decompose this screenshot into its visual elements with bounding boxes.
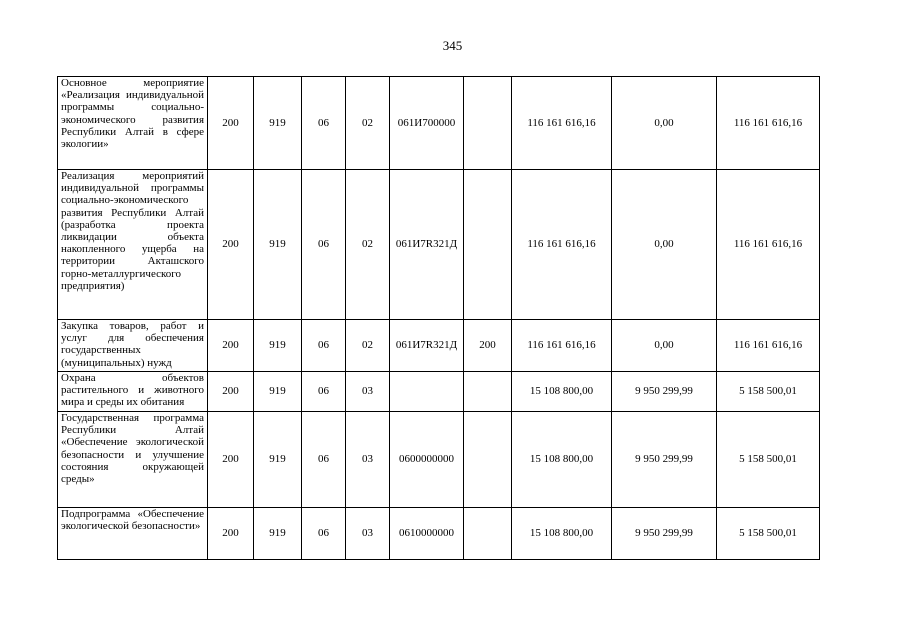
cell-amount-1: 15 108 800,00 bbox=[512, 508, 612, 560]
cell-code-1: 200 bbox=[208, 320, 254, 372]
table-row bbox=[58, 412, 820, 508]
cell-expense-type bbox=[464, 372, 512, 412]
cell-code-1: 200 bbox=[208, 77, 254, 170]
table-row bbox=[58, 320, 820, 372]
cell-code-2: 919 bbox=[254, 170, 302, 320]
cell-code-4: 02 bbox=[346, 77, 390, 170]
cell-code-2: 919 bbox=[254, 412, 302, 508]
cell-code-3: 06 bbox=[302, 372, 346, 412]
cell-amount-1: 116 161 616,16 bbox=[512, 320, 612, 372]
cell-amount-3: 5 158 500,01 bbox=[717, 508, 820, 560]
budget-table bbox=[57, 76, 820, 560]
cell-amount-1: 15 108 800,00 bbox=[512, 412, 612, 508]
cell-target-article: 061И7R321Д bbox=[390, 320, 464, 372]
cell-code-2: 919 bbox=[254, 320, 302, 372]
cell-target-article: 0610000000 bbox=[390, 508, 464, 560]
row-name: Закупка товаров, работ и услуг для обеспечения государственных (муниципальных) нужд bbox=[58, 320, 208, 372]
cell-expense-type bbox=[464, 77, 512, 170]
cell-amount-1: 15 108 800,00 bbox=[512, 372, 612, 412]
cell-amount-2: 9 950 299,99 bbox=[612, 372, 717, 412]
cell-amount-3: 5 158 500,01 bbox=[717, 412, 820, 508]
cell-code-1: 200 bbox=[208, 508, 254, 560]
cell-amount-2: 0,00 bbox=[612, 77, 717, 170]
table-row bbox=[58, 170, 820, 320]
cell-amount-2: 9 950 299,99 bbox=[612, 508, 717, 560]
cell-code-3: 06 bbox=[302, 412, 346, 508]
row-name: Охрана объектов растительного и животного мира и среды их обитания bbox=[58, 372, 208, 412]
cell-code-4: 02 bbox=[346, 320, 390, 372]
cell-code-1: 200 bbox=[208, 412, 254, 508]
cell-code-4: 03 bbox=[346, 372, 390, 412]
cell-code-3: 06 bbox=[302, 77, 346, 170]
cell-target-article: 0600000000 bbox=[390, 412, 464, 508]
table-row bbox=[58, 77, 820, 170]
cell-amount-3: 116 161 616,16 bbox=[717, 77, 820, 170]
cell-amount-3: 116 161 616,16 bbox=[717, 170, 820, 320]
table-row bbox=[58, 372, 820, 412]
cell-expense-type bbox=[464, 412, 512, 508]
table-row bbox=[58, 508, 820, 560]
cell-code-2: 919 bbox=[254, 508, 302, 560]
row-name: Государственная программа Республики Алтай «Обеспечение экологической безопасности и улучшение состояния окружающей среды» bbox=[58, 412, 208, 508]
row-name: Подпрограмма «Обеспечение экологической безопасности» bbox=[58, 508, 208, 560]
cell-code-3: 06 bbox=[302, 508, 346, 560]
cell-code-3: 06 bbox=[302, 170, 346, 320]
cell-code-4: 02 bbox=[346, 170, 390, 320]
cell-target-article: 061И700000 bbox=[390, 77, 464, 170]
cell-amount-2: 0,00 bbox=[612, 170, 717, 320]
cell-code-4: 03 bbox=[346, 412, 390, 508]
cell-code-2: 919 bbox=[254, 77, 302, 170]
cell-amount-3: 5 158 500,01 bbox=[717, 372, 820, 412]
cell-target-article: 061И7R321Д bbox=[390, 170, 464, 320]
cell-amount-3: 116 161 616,16 bbox=[717, 320, 820, 372]
cell-amount-1: 116 161 616,16 bbox=[512, 170, 612, 320]
cell-code-4: 03 bbox=[346, 508, 390, 560]
row-name: Реализация мероприятий индивидуальной программы социально-экономического развития Республики Алтай (разработка проекта ликвидации объекта накопленного ущерба на территории Акташского горно-металлургического предприятия) bbox=[58, 170, 208, 320]
cell-expense-type bbox=[464, 170, 512, 320]
cell-amount-2: 9 950 299,99 bbox=[612, 412, 717, 508]
cell-code-1: 200 bbox=[208, 372, 254, 412]
page-number: 345 bbox=[442, 38, 463, 53]
cell-code-2: 919 bbox=[254, 372, 302, 412]
row-name: Основное мероприятие «Реализация индивидуальной программы социально-экономического развития Республики Алтай в сфере экологии» bbox=[58, 77, 208, 170]
cell-expense-type bbox=[464, 508, 512, 560]
cell-code-3: 06 bbox=[302, 320, 346, 372]
cell-amount-1: 116 161 616,16 bbox=[512, 77, 612, 170]
cell-amount-2: 0,00 bbox=[612, 320, 717, 372]
cell-target-article bbox=[390, 372, 464, 412]
cell-code-1: 200 bbox=[208, 170, 254, 320]
cell-expense-type: 200 bbox=[464, 320, 512, 372]
